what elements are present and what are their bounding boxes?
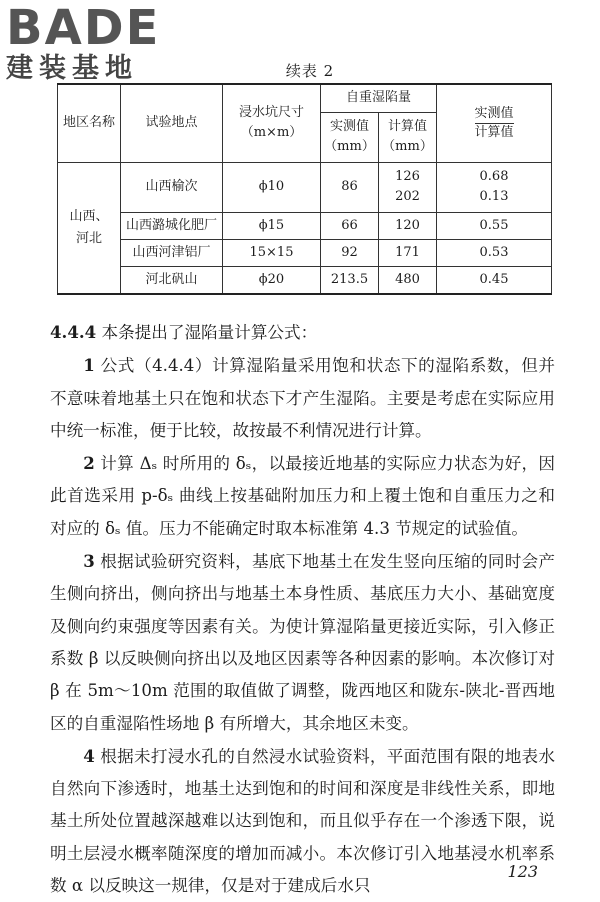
body-text (50, 316, 555, 902)
calculated-label: 计算值 (388, 119, 428, 134)
calc-cell: 126 202 (379, 162, 437, 212)
paragraph-2: 2 计算 Δₛ 时所用的 δₛ，以最接近地基的实际应力状态为好，因此首选采用 p-δₛ 曲线上按基础附加压力和上覆土饱和自重压力之和对应的 δₛ 值。压力不能确定时取本标准第 4.3 节规定的试验值。 (50, 453, 555, 538)
pit-cell: ϕ15 (223, 212, 321, 239)
site-cell: 山西榆次 (121, 162, 223, 212)
pit-size-label: 浸水坑尺寸 (238, 105, 304, 121)
paragraph-4: 4 根据未打浸水孔的自然浸水试验资料，平面范围有限的地表水自然向下渗透时，地基土达到饱和的时间和深度是非线性关系，即地基土所处位置越深越难以达到饱和，而且似乎存在一个渗透下限，说明土层浸水概率随深度的增加而减小。本次修订引入地基浸水机率系数 α 以反映这一规律，仅是对于建成后水只 (50, 745, 556, 896)
site-cell: 山西河津铝厂 (121, 239, 223, 266)
pit-cell: ϕ20 (223, 266, 321, 294)
table-row (58, 212, 552, 239)
data-table (57, 83, 552, 295)
header-region: 地区名称 (58, 84, 121, 162)
header-ratio (437, 84, 552, 162)
ratio-bottom: 计算值 (474, 125, 514, 141)
ratio-cell: 0.53 (437, 239, 552, 266)
header-calculated (379, 112, 437, 162)
paragraph-3: 3 根据试验研究资料，基底下地基土在发生竖向压缩的同时会产生侧向挤出，侧向挤出与地基土本身性质、基底压力大小、基础宽度及侧向约束强度等因素有关。为使计算湿陷量更接近实际，引入修正系数 β 以反映侧向挤出以及地区因素等各种因素的影响。本次修订对 β 在 5m～10m 范围的取值做了调整，陇西地区和陇东-陕北-晋西地区的自重湿陷性场地 β 有所增大，其余地区未变。 (50, 551, 556, 733)
measured-label: 实测值 (329, 119, 369, 134)
page-number: 123 (507, 862, 538, 881)
measured-unit: （mm） (324, 139, 375, 154)
region-cell: 山西、河北 (58, 162, 121, 294)
calculated-unit: （mm） (382, 139, 433, 154)
calc-cell: 480 (379, 266, 437, 294)
pit-cell: 15×15 (223, 239, 321, 266)
table-row (58, 239, 552, 266)
logo-subtitle: 建装基地 (6, 53, 138, 84)
measured-cell: 66 (321, 212, 379, 239)
section-heading (50, 316, 555, 349)
section-text: 本条提出了湿陷量计算公式： (101, 323, 318, 342)
measured-cell: 86 (321, 162, 379, 212)
header-pit-size (223, 84, 321, 162)
logo-wordmark: BADE (6, 0, 161, 56)
header-self-weight: 自重湿陷量 (321, 84, 437, 112)
calc-cell: 120 (379, 212, 437, 239)
ratio-top: 实测值 (475, 105, 514, 124)
pit-size-unit: （m×m） (240, 125, 303, 141)
measured-cell: 213.5 (321, 266, 379, 294)
site-cell: 山西潞城化肥厂 (121, 212, 223, 239)
calc-cell: 171 (379, 239, 437, 266)
measured-cell: 92 (321, 239, 379, 266)
table-caption: 续表 2 (285, 62, 335, 80)
site-cell: 河北矾山 (121, 266, 223, 294)
table-row (58, 266, 552, 294)
paragraph-1: 1 公式（4.4.4）计算湿陷量采用饱和状态下的湿陷系数，但并不意味着地基土只在饱和状态下才产生湿陷。主要是考虑在实际应用中统一标准，便于比较，故按最不利情况进行计算。 (50, 355, 555, 440)
ratio-cell: 0.68 0.13 (437, 162, 552, 212)
header-measured (321, 112, 379, 162)
ratio-cell: 0.55 (437, 212, 552, 239)
header-site: 试验地点 (121, 84, 223, 162)
table-row (58, 162, 552, 212)
ratio-cell: 0.45 (437, 266, 552, 294)
pit-cell: ϕ10 (223, 162, 321, 212)
section-number: 4.4.4 (50, 322, 97, 342)
